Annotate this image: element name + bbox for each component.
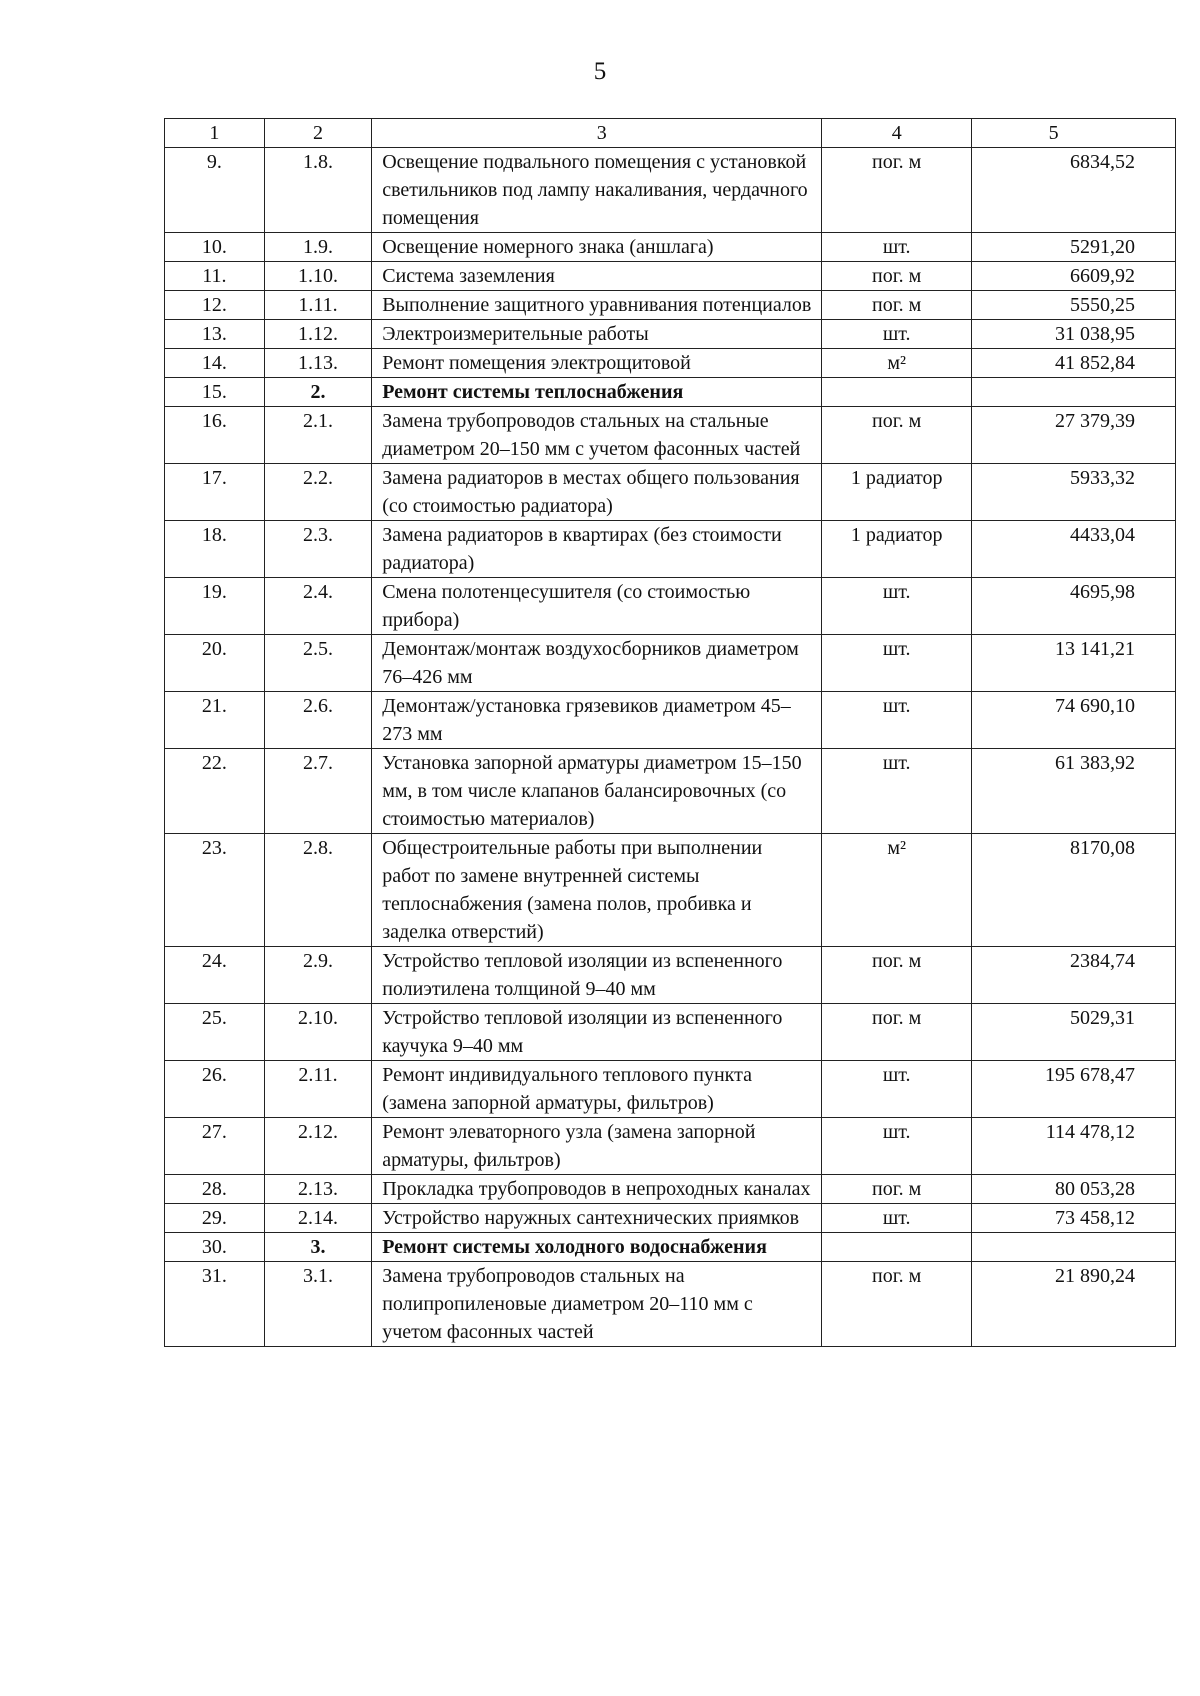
row-number-cell: 23. [165,834,265,947]
row-name-cell: Освещение номерного знака (аншлага) [372,233,822,262]
row-name-cell: Освещение подвального помещения с установкой светильников под лампу накаливания, чердачного помещения [372,148,822,233]
row-name-cell: Ремонт системы теплоснабжения [372,378,822,407]
row-unit-cell: шт. [822,320,972,349]
row-price-cell: 5291,20 [972,233,1176,262]
table-row [165,1262,1176,1347]
header-col-4: 4 [822,119,972,148]
table-row [165,349,1176,378]
row-number-cell: 12. [165,291,265,320]
row-name-cell: Замена трубопроводов стальных на полипропиленовые диаметром 20–110 мм с учетом фасонных частей [372,1262,822,1347]
row-code-cell: 2.5. [264,635,372,692]
row-name-cell: Выполнение защитного уравнивания потенциалов [372,291,822,320]
table-row [165,233,1176,262]
row-price-cell: 21 890,24 [972,1262,1176,1347]
row-price-cell: 41 852,84 [972,349,1176,378]
row-price-cell: 61 383,92 [972,749,1176,834]
row-code-cell: 2.8. [264,834,372,947]
row-price-cell: 5550,25 [972,291,1176,320]
table-row [165,1061,1176,1118]
table-row [165,1175,1176,1204]
row-name-cell: Демонтаж/монтаж воздухосборников диаметром 76–426 мм [372,635,822,692]
row-price-cell [972,1233,1176,1262]
row-unit-cell: пог. м [822,947,972,1004]
row-code-cell: 2.11. [264,1061,372,1118]
row-unit-cell: пог. м [822,1175,972,1204]
row-code-cell: 2.4. [264,578,372,635]
row-name-cell: Устройство тепловой изоляции из вспененного каучука 9–40 мм [372,1004,822,1061]
row-code-cell: 1.9. [264,233,372,262]
row-number-cell: 25. [165,1004,265,1061]
row-name-cell: Устройство тепловой изоляции из вспененного полиэтилена толщиной 9–40 мм [372,947,822,1004]
row-number-cell: 21. [165,692,265,749]
row-unit-cell: шт. [822,749,972,834]
row-unit-cell: пог. м [822,148,972,233]
header-col-2: 2 [264,119,372,148]
row-name-cell: Установка запорной арматуры диаметром 15–150 мм, в том числе клапанов балансировочных (со стоимостью материалов) [372,749,822,834]
row-number-cell: 27. [165,1118,265,1175]
row-code-cell: 2. [264,378,372,407]
row-unit-cell: пог. м [822,407,972,464]
row-number-cell: 31. [165,1262,265,1347]
row-number-cell: 18. [165,521,265,578]
table-row [165,521,1176,578]
row-number-cell: 16. [165,407,265,464]
row-number-cell: 15. [165,378,265,407]
row-unit-cell: пог. м [822,1004,972,1061]
row-number-cell: 26. [165,1061,265,1118]
row-code-cell: 2.7. [264,749,372,834]
table-row [165,749,1176,834]
row-number-cell: 19. [165,578,265,635]
row-unit-cell: пог. м [822,262,972,291]
row-code-cell: 2.2. [264,464,372,521]
row-name-cell: Смена полотенцесушителя (со стоимостью прибора) [372,578,822,635]
table-row [165,1004,1176,1061]
row-name-cell: Устройство наружных сантехнических приямков [372,1204,822,1233]
row-unit-cell [822,378,972,407]
row-name-cell: Замена трубопроводов стальных на стальные диаметром 20–150 мм с учетом фасонных частей [372,407,822,464]
row-name-cell: Прокладка трубопроводов в непроходных каналах [372,1175,822,1204]
row-name-cell: Замена радиаторов в местах общего пользования (со стоимостью радиатора) [372,464,822,521]
row-price-cell: 8170,08 [972,834,1176,947]
table-row [165,692,1176,749]
row-code-cell: 1.10. [264,262,372,291]
table-row [165,148,1176,233]
row-number-cell: 24. [165,947,265,1004]
row-code-cell: 2.3. [264,521,372,578]
table-row [165,291,1176,320]
row-unit-cell: 1 радиатор [822,464,972,521]
row-name-cell: Демонтаж/установка грязевиков диаметром 45–273 мм [372,692,822,749]
row-unit-cell: шт. [822,635,972,692]
row-number-cell: 28. [165,1175,265,1204]
page-number: 5 [593,58,607,85]
row-price-cell: 80 053,28 [972,1175,1176,1204]
row-number-cell: 14. [165,349,265,378]
row-price-cell [972,378,1176,407]
row-name-cell: Ремонт элеваторного узла (замена запорной арматуры, фильтров) [372,1118,822,1175]
row-code-cell: 3. [264,1233,372,1262]
row-name-cell: Ремонт системы холодного водоснабжения [372,1233,822,1262]
row-code-cell: 2.14. [264,1204,372,1233]
row-code-cell: 2.13. [264,1175,372,1204]
row-number-cell: 11. [165,262,265,291]
row-code-cell: 2.1. [264,407,372,464]
row-unit-cell: м² [822,834,972,947]
row-price-cell: 4433,04 [972,521,1176,578]
row-unit-cell: пог. м [822,1262,972,1347]
row-unit-cell: шт. [822,1061,972,1118]
row-price-cell: 5029,31 [972,1004,1176,1061]
row-name-cell: Ремонт индивидуального теплового пункта (замена запорной арматуры, фильтров) [372,1061,822,1118]
header-col-5: 5 [972,119,1176,148]
table-row [165,320,1176,349]
row-code-cell: 1.8. [264,148,372,233]
row-name-cell: Электроизмерительные работы [372,320,822,349]
row-code-cell: 1.11. [264,291,372,320]
table-row [165,1233,1176,1262]
row-price-cell: 195 678,47 [972,1061,1176,1118]
row-unit-cell: шт. [822,1204,972,1233]
row-name-cell: Замена радиаторов в квартирах (без стоимости радиатора) [372,521,822,578]
row-price-cell: 73 458,12 [972,1204,1176,1233]
row-price-cell: 6609,92 [972,262,1176,291]
table-row [165,464,1176,521]
table-header-row [165,119,1176,148]
row-number-cell: 22. [165,749,265,834]
row-unit-cell: 1 радиатор [822,521,972,578]
row-number-cell: 9. [165,148,265,233]
row-code-cell: 2.6. [264,692,372,749]
row-code-cell: 1.13. [264,349,372,378]
header-col-3: 3 [372,119,822,148]
row-code-cell: 2.9. [264,947,372,1004]
table-row [165,1204,1176,1233]
row-price-cell: 27 379,39 [972,407,1176,464]
row-unit-cell [822,1233,972,1262]
row-price-cell: 6834,52 [972,148,1176,233]
row-price-cell: 5933,32 [972,464,1176,521]
row-number-cell: 17. [165,464,265,521]
row-unit-cell: шт. [822,1118,972,1175]
row-code-cell: 1.12. [264,320,372,349]
row-price-cell: 31 038,95 [972,320,1176,349]
row-number-cell: 10. [165,233,265,262]
row-unit-cell: шт. [822,233,972,262]
row-unit-cell: пог. м [822,291,972,320]
row-name-cell: Общестроительные работы при выполнении работ по замене внутренней системы теплоснабжения (замена полов, пробивка и заделка отверстий) [372,834,822,947]
row-unit-cell: м² [822,349,972,378]
table-row [165,947,1176,1004]
row-name-cell: Ремонт помещения электрощитовой [372,349,822,378]
row-unit-cell: шт. [822,692,972,749]
table-row [165,378,1176,407]
row-number-cell: 20. [165,635,265,692]
row-price-cell: 74 690,10 [972,692,1176,749]
row-price-cell: 114 478,12 [972,1118,1176,1175]
table-row [165,1118,1176,1175]
row-code-cell: 3.1. [264,1262,372,1347]
row-unit-cell: шт. [822,578,972,635]
table-row [165,578,1176,635]
row-number-cell: 30. [165,1233,265,1262]
table-row [165,635,1176,692]
row-name-cell: Система заземления [372,262,822,291]
price-table [164,118,1176,1347]
table-row [165,407,1176,464]
row-number-cell: 13. [165,320,265,349]
table-row [165,834,1176,947]
row-code-cell: 2.10. [264,1004,372,1061]
row-price-cell: 2384,74 [972,947,1176,1004]
row-price-cell: 13 141,21 [972,635,1176,692]
row-number-cell: 29. [165,1204,265,1233]
row-code-cell: 2.12. [264,1118,372,1175]
table-row [165,262,1176,291]
row-price-cell: 4695,98 [972,578,1176,635]
header-col-1: 1 [165,119,265,148]
